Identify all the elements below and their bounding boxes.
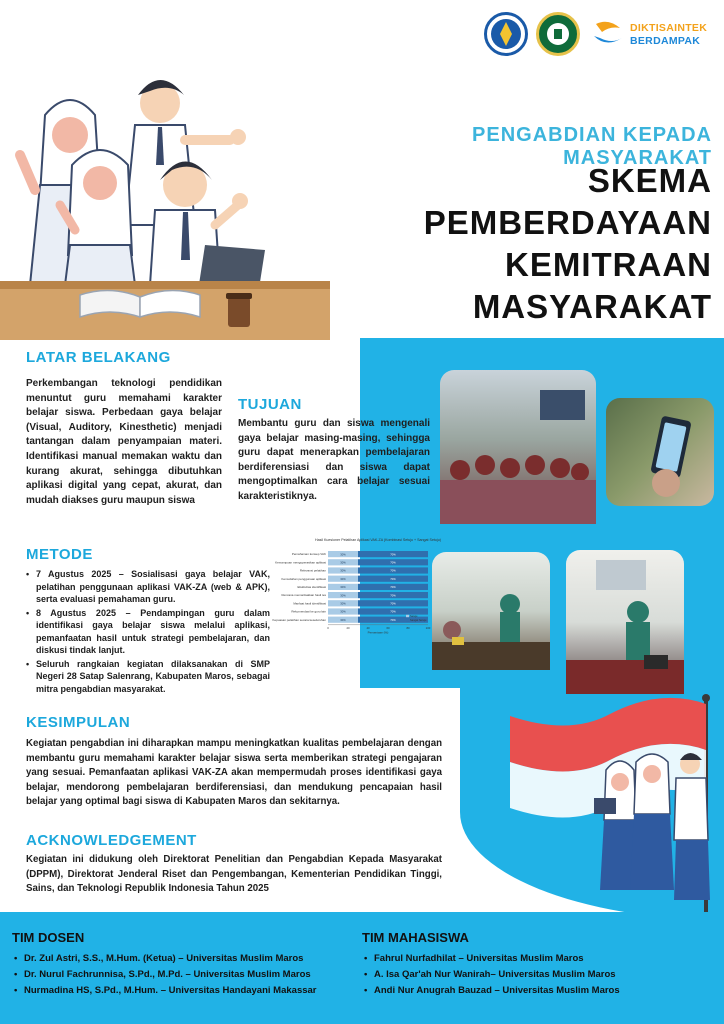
chart-data-label: 30% [340, 576, 346, 581]
diktisaintek-logo [592, 16, 716, 52]
chart-data-label: 70% [390, 585, 396, 590]
tim-dosen-member: • Dr. Zul Astri, S.S., M.Hum. (Ketua) – Universitas Muslim Maros [14, 951, 317, 967]
tujuan-text: Membantu guru dan siswa mengenali gaya belajar masing-masing, sehingga guru dapat menerapkan pembelajaran berdiferensiasi dan siswa dapat mengoptimalkan cara belajar sesuai karakteristiknya. [238, 418, 430, 502]
chart-data-label: 70% [390, 576, 396, 581]
chart-category-label: Relevansi pelatihan [299, 568, 326, 573]
latar-title: LATAR BELAKANG [26, 349, 171, 366]
chart-tick-label: 60 [386, 625, 390, 630]
tujuan-title: TUJUAN [238, 396, 302, 413]
chart-data-label: 30% [340, 601, 346, 606]
flag-students-illustration [510, 690, 724, 920]
metode-list [26, 568, 270, 696]
chart-data-label: 30% [340, 585, 346, 590]
chart-category-label: Kepuasan pelatihan secara keseluruhan [272, 617, 326, 622]
tim-dosen-title: TIM DOSEN [12, 930, 85, 945]
poster-title-line2: KEMITRAAN MASYARAKAT [472, 246, 712, 325]
tim-mahasiswa-title: TIM MAHASISWA [362, 930, 469, 945]
metode-title: METODE [26, 546, 93, 563]
chart-x-label: Persentase (%) [367, 630, 389, 635]
chart-category-label: Pemahaman konsep VAK [291, 552, 326, 557]
kemdikbud-logo [484, 12, 528, 56]
metode-item: • Seluruh rangkaian kegiatan dilaksanakan di SMP Negeri 28 Satap Salenrang, Kabupaten Maros, sebagai mitra pengabdian masyarakat. [26, 658, 270, 696]
kesimpulan-title: KESIMPULAN [26, 714, 131, 731]
chart-legend-label: Setuju [410, 615, 418, 619]
students-illustration [0, 55, 330, 340]
chart-legend-label: Sangat Setuju [410, 619, 427, 623]
chart-data-label: 30% [340, 568, 346, 573]
photo-phone-app [606, 398, 714, 506]
ack-text: Kegiatan ini didukung oleh Direktorat Penelitian dan Pengabdian Kepada Masyarakat (DPPM), Direktorat Jenderal Riset dan Pengembangan, Kementerian Pendidikan Tinggi, Sains, dan Teknologi Republik Indonesia Tahun 2025 [26, 854, 442, 895]
chart-category-label: Kemampuan mengoperasikan aplikasi [275, 560, 326, 565]
chart-category-label: Rekomendasi ke guru lain [291, 609, 326, 614]
diktisaintek-mark-icon [592, 18, 626, 50]
tim-mahasiswa-list [364, 951, 620, 999]
tim-dosen-member: • Nurmadina HS, S.Pd., M.Hum. – Universitas Handayani Makassar [14, 983, 317, 999]
photo-teacher-present [566, 550, 684, 694]
brand-line1: DIKTISAINTEK [630, 22, 708, 34]
tim-mahasiswa-member: • A. Isa Qar'ah Nur Wanirah– Universitas Muslim Maros [364, 967, 620, 983]
poster-title-line1: SKEMA PEMBERDAYAAN [423, 162, 712, 241]
chart-data-label: 70% [390, 568, 396, 573]
tim-dosen-member: • Dr. Nurul Fachrunnisa, S.Pd., M.Pd. – Universitas Muslim Maros [14, 967, 317, 983]
chart-tick-label: 80 [406, 625, 410, 630]
chart-data-label: 70% [390, 601, 396, 606]
chart-data-label: 30% [340, 617, 346, 622]
chart-data-label: 70% [390, 593, 396, 598]
chart-data-label: 30% [340, 593, 346, 598]
chart-legend-swatch [406, 615, 409, 617]
chart-tick-label: 100 [425, 625, 431, 630]
tim-mahasiswa-member: • Fahrul Nurfadhilat – Universitas Muslim Maros [364, 951, 620, 967]
chart-data-label: 30% [340, 560, 346, 565]
chart-data-label: 30% [340, 609, 346, 614]
tim-dosen-list [14, 951, 317, 999]
chart-tick-label: 0 [327, 625, 329, 630]
chart-category-label: Kemudahan penggunaan aplikasi [281, 576, 326, 581]
brand-line2: BERDAMPAK [630, 35, 701, 47]
poster-subtitle: PENGABDIAN KEPADA MASYARAKAT [472, 124, 712, 169]
chart-data-label: 70% [390, 552, 396, 557]
ack-title: ACKNOWLEDGEMENT [26, 832, 197, 849]
university-logo [536, 12, 580, 56]
chart-category-label: Rencana memanfaatkan hasil tes [281, 593, 326, 598]
kesimpulan-text: Kegiatan pengabdian ini diharapkan mampu meningkatkan kualitas pembelajaran dengan membantu guru memahami karakter belajar siswa serta memberikan strategi pengajaran yang sesuai. Pemanfaatan aplikasi VAK-ZA akan mempermudah proses identifikasi gaya belajar, mendorong pembelajaran berdiferensiasi, dan mendukung pencapaian hasil belajar yang optimal bagi siswa di Kabupaten Maros dan sekitarnya. [26, 738, 442, 808]
chart-tick-label: 40 [366, 625, 370, 630]
photo-classroom [432, 552, 550, 670]
poster-title [300, 160, 712, 328]
metode-item: • 8 Agustus 2025 – Pendampingan guru dalam identifikasi gaya belajar siswa melalui aplikasi, pemanfaatan hasil untuk strategi pembelajaran, dan diskusi tindak lanjut. [26, 607, 270, 657]
chart-category-label: Manfaat hasil identifikasi [293, 601, 326, 606]
metode-item: • 7 Agustus 2025 – Sosialisasi gaya belajar VAK, pelatihan penggunaan aplikasi VAK-ZA (web & APK), serta evaluasi pemahaman guru. [26, 568, 270, 606]
survey-bar-chart [272, 535, 441, 640]
chart-legend-swatch [406, 619, 409, 621]
chart-data-label: 70% [390, 609, 396, 614]
latar-text: Perkembangan teknologi pendidikan menuntut guru memahami karakter belajar siswa. Perbedaan gaya belajar (Visual, Auditory, Kinesthetic) menjadi tantangan dalam penyampaian materi. Identifikasi manual memakan waktu dan kurang akurat, sehingga dibutuhkan aplikasi digital yang cepat, akurat, dan mudah diakses guru maupun siswa [26, 378, 222, 506]
chart-tick-label: 20 [346, 625, 350, 630]
photo-group-training [440, 370, 596, 524]
chart-data-label: 70% [390, 617, 396, 622]
chart-category-label: Efektivitas identifikasi [297, 585, 326, 589]
chart-title: Hasil Kuesioner Pelatihan Aplikasi VAK-ZA (Kombinasi Setuju + Sangat Setuju) [315, 538, 441, 542]
tim-mahasiswa-member: • Andi Nur Anugrah Bauzad – Universitas Muslim Maros [364, 983, 620, 999]
chart-data-label: 30% [340, 552, 346, 557]
chart-data-label: 70% [390, 560, 396, 565]
